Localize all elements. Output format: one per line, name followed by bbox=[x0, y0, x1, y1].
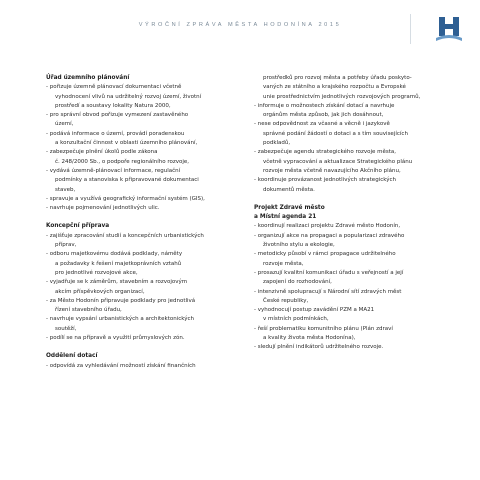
text-line: - intenzivně spolupracují s Národní sítí zdravých měst bbox=[254, 288, 402, 295]
section-heading: Oddělení dotací bbox=[46, 353, 98, 360]
section-heading: a Místní agenda 21 bbox=[254, 214, 317, 221]
text-line-continuation: soutěží, bbox=[55, 325, 77, 332]
text-line: - odpovídá za vyhledávání možností získání finančních bbox=[46, 362, 196, 369]
text-line-continuation: životního stylu a ekologie, bbox=[263, 242, 335, 249]
paragraph-gap bbox=[46, 343, 236, 352]
text-line-continuation: řízení stavebního úřadu, bbox=[55, 307, 122, 314]
text-line-continuation: území, bbox=[55, 121, 74, 128]
text-line-continuation: staveb, bbox=[55, 186, 76, 193]
city-logo-icon bbox=[434, 14, 464, 44]
text-line: - zabezpečuje plnění úkolů podle zákona bbox=[46, 149, 158, 156]
text-line: - vydává územně-plánovací informace, regulační bbox=[46, 167, 181, 174]
text-line-continuation: podkladů, bbox=[263, 140, 291, 147]
text-line-continuation: rozvoje města včetně navazujícího Akčního plánu, bbox=[263, 167, 401, 174]
text-line: - sledují plnění indikátorů udržitelného rozvoje. bbox=[254, 344, 384, 351]
text-line-continuation: rozvoje města, bbox=[263, 260, 304, 267]
text-line: - podává informace o území, provádí poradenskou bbox=[46, 130, 185, 137]
text-line: - za Město Hodonín připravuje podklady pro jednotlivá bbox=[46, 297, 196, 304]
text-line-continuation: a konzultační činnost v oblasti územního plánování, bbox=[55, 140, 198, 147]
paragraph-gap bbox=[46, 213, 236, 222]
text-line-continuation: a kvality života města Hodonína), bbox=[263, 335, 356, 342]
text-line: - vyhodnocují postup zavádění PZM a MA21 bbox=[254, 307, 375, 314]
text-line-continuation: vaných ze státního a krajského rozpočtu a Evropské bbox=[263, 84, 406, 91]
text-line: - metodicky působí v rámci propagace udržitelného bbox=[254, 251, 396, 258]
text-line: - prosazují kvalitní komunikaci úřadu s veřejností a její bbox=[254, 269, 404, 276]
text-line: - řeší problematiku komunitního plánu (Plán zdraví bbox=[254, 325, 393, 332]
text-line-continuation: České republiky, bbox=[263, 297, 309, 304]
text-line-continuation: správné podání žádostí o dotaci a s tím souvisejících bbox=[263, 130, 408, 137]
text-line: - koordinují realizaci projektu Zdravé město Hodonín, bbox=[254, 223, 401, 230]
text-line: - vyjadřuje se k záměrům, stavebním a rozvojovým bbox=[46, 279, 188, 286]
text-line: - nese odpovědnost za včasné a věcně i jazykově bbox=[254, 121, 390, 128]
text-line: - odboru majetkovému dodává podklady, náměty bbox=[46, 251, 183, 258]
section-heading: Projekt Zdravé město bbox=[254, 204, 325, 211]
right-text-column bbox=[254, 74, 454, 353]
text-line-continuation: vyhodnocení vlivů na udržitelný rozvoj území, životní bbox=[55, 93, 202, 100]
paragraph-gap bbox=[254, 195, 454, 204]
text-line: - informuje o možnostech získání dotací a navrhuje bbox=[254, 102, 395, 109]
page-header bbox=[0, 0, 480, 56]
text-line-continuation: prostředí a soustavy lokality Natura 2000, bbox=[55, 102, 171, 109]
text-line-continuation: pro jednotlivé rozvojové akce, bbox=[55, 269, 138, 276]
text-line-continuation: unie prostřednictvím jednotlivých rozvojových programů, bbox=[263, 93, 421, 100]
text-line: - spravuje a využívá geografický informační systém (GIS), bbox=[46, 195, 205, 202]
text-line-continuation: příprav, bbox=[55, 242, 77, 249]
text-line-continuation: zapojení do rozhodování, bbox=[263, 279, 332, 286]
text-line-continuation: podmínky a stanoviska k připravované dokumentaci bbox=[55, 177, 199, 184]
text-line: - podílí se na přípravě a využití průmyslových zón. bbox=[46, 335, 185, 342]
section-heading: Úřad územního plánování bbox=[46, 75, 130, 81]
text-line: - zabezpečuje agendu strategického rozvoje města, bbox=[254, 149, 397, 156]
header-divider bbox=[410, 14, 411, 44]
text-line: - navrhuje pojmenování jednotlivých ulic. bbox=[46, 205, 160, 212]
text-line-continuation: a požadavky k řešení majetkoprávních vztahů bbox=[55, 260, 182, 267]
text-line-continuation: dokumentů města. bbox=[263, 186, 315, 193]
text-line: - pořizuje územně plánovací dokumentaci včetně bbox=[46, 84, 182, 91]
text-line-continuation: prostředků pro rozvoj města a potřeby úřadu poskyto- bbox=[263, 75, 412, 81]
text-line: - zajišťuje zpracování studií a koncepčních urbanistických bbox=[46, 232, 204, 239]
text-line-continuation: č. 248/2000 Sb., o podpoře regionálního rozvoje, bbox=[55, 158, 190, 165]
section-heading: Koncepční příprava bbox=[46, 223, 110, 230]
text-line: - koordinuje provázanost jednotlivých strategických bbox=[254, 177, 396, 184]
document-title: VÝROČNÍ ZPRÁVA MĚSTA HODONÍNA 2015 bbox=[138, 22, 342, 28]
text-line: - organizují akce na propagaci a popularizaci zdravého bbox=[254, 232, 405, 239]
text-line-continuation: orgánům města způsob, jak jich dosáhnout, bbox=[263, 112, 384, 119]
text-line: - pro správní obvod pořizuje vymezení zastavěného bbox=[46, 112, 189, 119]
text-line-continuation: včetně vypracování a aktualizace Strategického plánu bbox=[263, 158, 413, 165]
left-text-column bbox=[46, 74, 236, 371]
text-line-continuation: akcím příspěvkových organizací, bbox=[55, 288, 145, 295]
text-line: - navrhuje vypsání urbanistických a architektonických bbox=[46, 316, 195, 323]
text-line-continuation: v místních podmínkách, bbox=[263, 316, 329, 323]
